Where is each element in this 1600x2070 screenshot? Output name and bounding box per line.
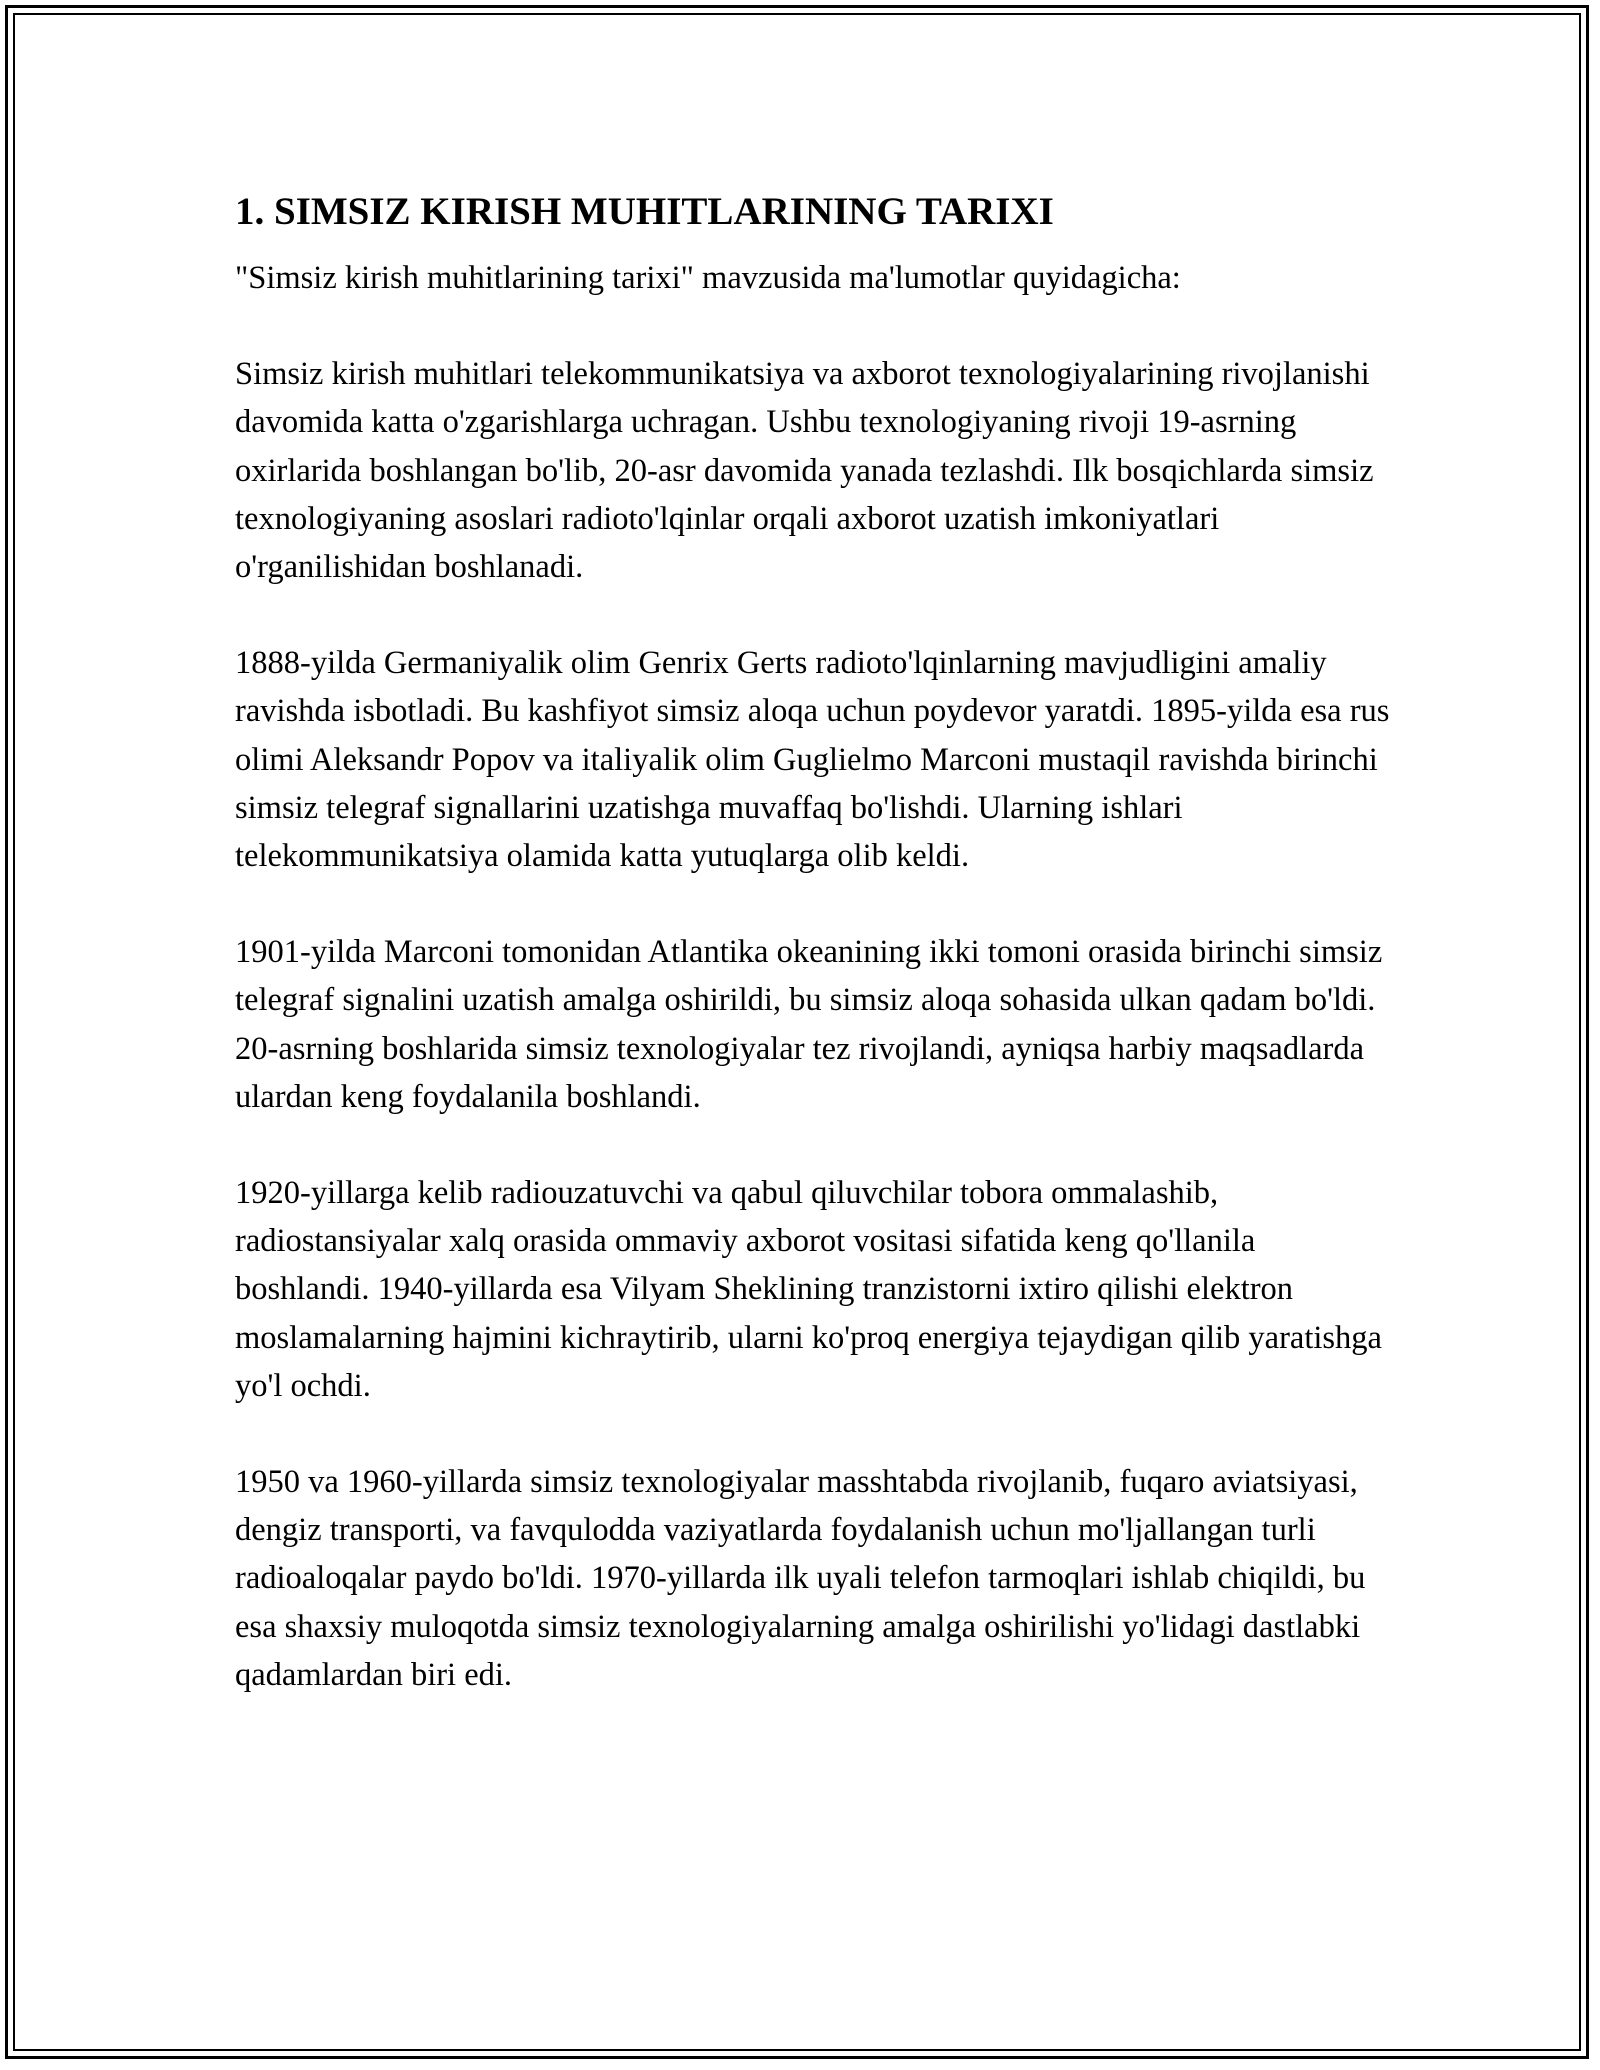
paragraph-5: 1950 va 1960-yillarda simsiz texnologiyalar masshtabda rivojlanib, fuqaro aviatsiyasi, dengiz transporti, va favqulodda vaziyatlarda foydalanish uchun mo'ljallangan turli radioaloqalar paydo bo'ldi. 1970-yillarda ilk uyali telefon tarmoqlari ishlab chiqildi, bu esa shaxsiy muloqotda simsiz texnologiyalarning amalga oshirilishi yo'lidagi dastlabki qadamlardan biri edi. xyxy=(235,1464,1366,1693)
document-title: 1. SIMSIZ KIRISH MUHITLARINING TARIXI xyxy=(235,190,1054,233)
paragraph-4: 1920-yillarga kelib radiouzatuvchi va qabul qiluvchilar tobora ommalashib, radiostansiyalar xalq orasida ommaviy axborot vositasi sifatida keng qo'llanila boshlandi. 1940-yillarda esa Vilyam Sheklining tranzistorni ixtiro qilishi elektron moslamalarning hajmini kichraytirib, ularni ko'proq energiya tejaydigan qilib yaratishga yo'l ochdi. xyxy=(235,1175,1382,1404)
paragraph-1: Simsiz kirish muhitlari telekommunikatsiya va axborot texnologiyalarining rivojlanishi davomida katta o'zgarishlarga uchragan. Ushbu texnologiyaning rivoji 19-asrning oxirlarida boshlangan bo'lib, 20-asr davomida yanada tezlashdi. Ilk bosqichlarda simsiz texnologiyaning asoslari radioto'lqinlar orqali axborot uzatish imkoniyatlari o'rganilishidan boshlanadi. xyxy=(235,356,1374,586)
paragraph-3: 1901-yilda Marconi tomonidan Atlantika okeanining ikki tomoni orasida birinchi simsiz telegraf signalini uzatish amalga oshirildi, bu simsiz aloqa sohasida ulkan qadam bo'ldi. 20-asrning boshlarida simsiz texnologiyalar tez rivojlandi, ayniqsa harbiy maqsadlarda ulardan keng foydalanila boshlandi. xyxy=(235,934,1383,1115)
paragraph-2: 1888-yilda Germaniyalik olim Genrix Gerts radioto'lqinlarning mavjudligini amaliy ravishda isbotladi. Bu kashfiyot simsiz aloqa uchun poydevor yaratdi. 1895-yilda esa rus olimi Aleksandr Popov va italiyalik olim Guglielmo Marconi mustaqil ravishda birinchi simsiz telegraf signallarini uzatishga muvaffaq bo'lishdi. Ularning ishlari telekommunikatsiya olamida katta yutuqlarga olib keldi. xyxy=(235,645,1390,875)
intro-paragraph: "Simsiz kirish muhitlarining tarixi" mavzusida ma'lumotlar quyidagicha: xyxy=(235,260,1181,296)
document-body xyxy=(235,184,1395,1747)
